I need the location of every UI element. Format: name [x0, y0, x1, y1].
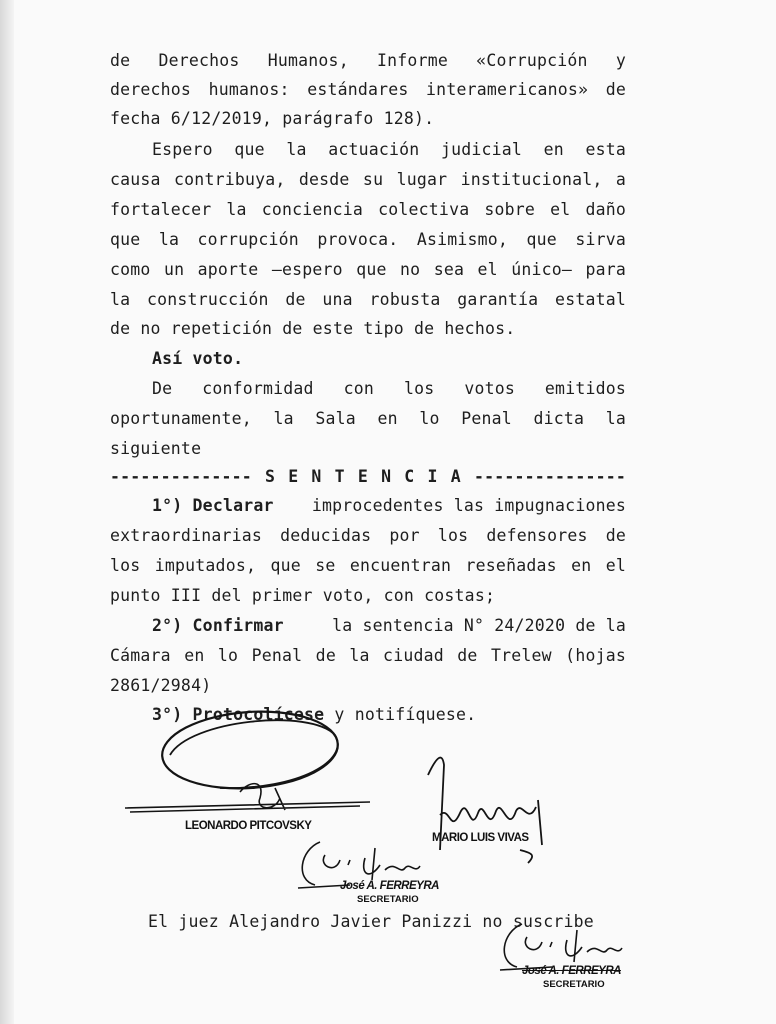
item1-line-2: extraordinarias deducidas por los defensores de: [110, 526, 626, 545]
item1-line-1: [152, 496, 626, 515]
sentencia-heading: -------------- S E N T E N C I A ---------------: [110, 467, 626, 486]
item2-verb: Confirmar: [192, 616, 284, 635]
item1-line-4: punto III del primer voto, con costas;: [110, 586, 496, 605]
page-edge-shadow: [0, 0, 14, 1024]
p3-line-1: De conformidad con los votos emitidos: [152, 379, 626, 398]
p1-line-3: fecha 6/12/2019, parágrafo 128).: [110, 109, 435, 128]
p2-line-4: que la corrupción provoca. Asimismo, que sirva: [110, 230, 626, 249]
p1-line-2: derechos humanos: estándares interamericanos» de: [110, 80, 626, 99]
item3-num: 3°): [152, 705, 183, 724]
p3-line-3: siguiente: [110, 439, 202, 458]
p2-line-3: fortalecer la conciencia colectiva sobre el daño: [110, 200, 626, 219]
secretary1-role: SECRETARIO: [357, 894, 419, 905]
secretary2-name: José A. FERREYRA: [522, 965, 621, 977]
p2-line-1: Espero que la actuación judicial en esta: [152, 140, 626, 159]
asi-voto: Así voto.: [152, 349, 244, 368]
signature-oval-scribble: [100, 700, 400, 840]
item1-rest: improcedentes las impugnaciones: [301, 496, 626, 515]
p2-line-6: la construcción de una robusta garantía estatal: [110, 290, 626, 309]
item3-verb: Protocolícese: [192, 705, 325, 724]
judge2-name: MARIO LUIS VIVAS: [432, 832, 529, 844]
item1-prefix: [152, 496, 274, 515]
signature-vivas-scribble: [420, 745, 560, 865]
p2-line-7: de no repetición de este tipo de hechos.: [110, 319, 516, 338]
secretary2-role: SECRETARIO: [543, 979, 605, 990]
item2-rest: la sentencia N° 24/2020 de la: [321, 616, 626, 635]
p1-line-1: de Derechos Humanos, Informe «Corrupción y: [110, 51, 626, 70]
item1-line-3: los imputados, que se encuentran reseñadas en el: [110, 556, 626, 575]
item2-num: 2°): [152, 616, 183, 635]
footnote-no-suscribe: El juez Alejandro Javier Panizzi no suscribe: [148, 912, 594, 931]
judge1-name: LEONARDO PITCOVSKY: [185, 820, 312, 832]
p2-line-5: como un aporte –espero que no sea el único– para: [110, 260, 626, 279]
item2-line-1: [152, 616, 626, 635]
item2-line-2: Cámara en lo Penal de la ciudad de Trelew (hojas: [110, 646, 626, 665]
secretary1-name: José A. FERREYRA: [340, 880, 439, 892]
p2-line-2: causa contribuya, desde su lugar institucional, a: [110, 170, 626, 189]
item1-num: 1°): [152, 496, 183, 515]
p3-line-2: oportunamente, la Sala en lo Penal dicta la: [110, 409, 626, 428]
item3-rest: y notifíquese.: [324, 705, 477, 724]
item1-verb: Declarar: [192, 496, 274, 515]
item2-prefix: [152, 616, 284, 635]
item2-line-3: 2861/2984): [110, 676, 212, 695]
